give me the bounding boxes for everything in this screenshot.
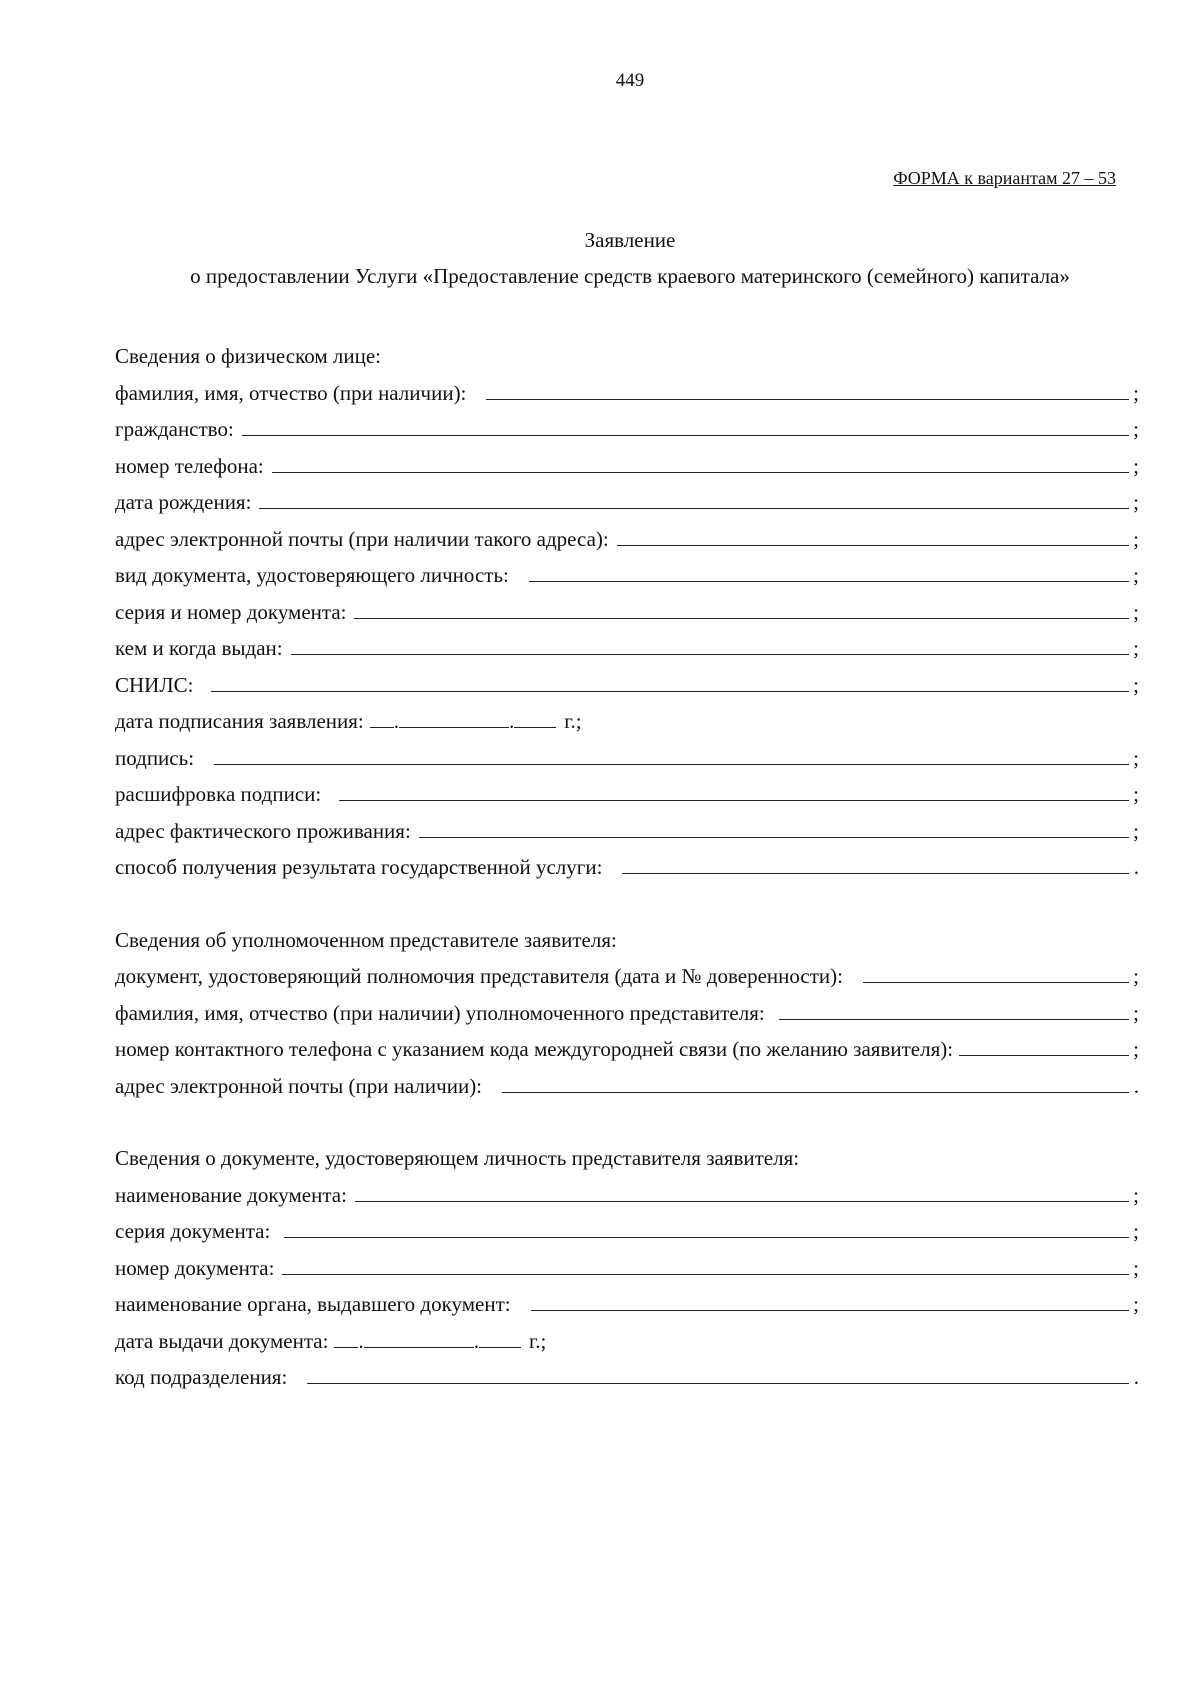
field-rep-phone <box>115 1031 1139 1068</box>
field-label: адрес фактического проживания: <box>115 818 411 843</box>
field-applicant-citizenship <box>115 411 1139 448</box>
month-input-line[interactable] <box>364 1325 474 1348</box>
field-label: фамилия, имя, отчество (при наличии): <box>115 380 467 405</box>
date-separator: . <box>473 1328 479 1353</box>
date-separator: . <box>393 709 399 733</box>
actual-address-input-line[interactable] <box>419 815 1129 838</box>
field-label: номер телефона: <box>115 453 264 478</box>
field-applicant-email <box>115 521 1139 558</box>
field-label: подпись: <box>115 745 195 770</box>
field-applicant-fio <box>115 375 1139 412</box>
field-terminator: ; <box>1133 672 1139 697</box>
field-label: наименование органа, выдавшего документ: <box>115 1292 511 1316</box>
field-label: номер контактного телефона с указанием кода междугородней связи (по желанию заявителя): <box>115 1037 954 1061</box>
field-applicant-sign-date <box>115 703 1139 740</box>
field-terminator: ; <box>1133 1219 1139 1243</box>
date-separator: . <box>358 1328 364 1353</box>
field-label: СНИЛС: <box>115 672 194 697</box>
field-applicant-phone <box>115 448 1139 485</box>
result-method-input-line[interactable] <box>622 851 1129 874</box>
citizenship-input-line[interactable] <box>242 413 1129 436</box>
field-terminator: ; <box>1133 745 1139 770</box>
field-applicant-birthdate <box>115 484 1139 521</box>
field-rep-email <box>115 1068 1139 1105</box>
field-terminator: ; <box>1133 1000 1139 1025</box>
field-applicant-signature-decode <box>115 776 1139 813</box>
document-subtitle: о предоставлении Услуги «Предоставление средств краевого материнского (семейного) капитала» <box>190 264 1070 288</box>
day-input-line[interactable] <box>334 1325 358 1348</box>
snils-input-line[interactable] <box>211 669 1129 692</box>
field-doc-name <box>115 1177 1139 1214</box>
field-issue-date <box>115 1323 1139 1360</box>
field-terminator: . <box>1133 1365 1139 1389</box>
field-applicant-result-method <box>115 849 1139 886</box>
field-terminator: . <box>1133 1073 1139 1098</box>
field-label: номер документа: <box>115 1255 275 1280</box>
field-terminator: . <box>1133 855 1139 879</box>
field-label: способ получения результата государственной услуги: <box>115 855 603 879</box>
field-terminator: ; <box>1133 818 1139 843</box>
fio-input-line[interactable] <box>486 377 1129 400</box>
field-label: фамилия, имя, отчество (при наличии) уполномоченного представителя: <box>115 1000 765 1025</box>
field-label: серия и номер документа: <box>115 599 347 624</box>
field-terminator: ; <box>1133 1182 1139 1207</box>
id-doc-type-input-line[interactable] <box>529 559 1129 582</box>
email-input-line[interactable] <box>617 523 1129 546</box>
field-applicant-signature <box>115 740 1139 777</box>
doc-name-input-line[interactable] <box>355 1179 1129 1202</box>
field-rep-authority-doc <box>115 958 1139 995</box>
field-label: кем и когда выдан: <box>115 636 283 660</box>
field-terminator: ; <box>1133 636 1139 660</box>
field-issuing-body <box>115 1286 1139 1323</box>
field-applicant-snils <box>115 667 1139 704</box>
issued-by-input-line[interactable] <box>291 632 1129 655</box>
field-terminator: ; <box>1133 490 1139 514</box>
field-label: дата рождения: <box>115 490 252 514</box>
field-division-code <box>115 1359 1139 1396</box>
page-number: 449 <box>615 70 645 91</box>
field-label: расшифровка подписи: <box>115 782 322 806</box>
issuing-body-input-line[interactable] <box>531 1288 1129 1311</box>
doc-series-number-input-line[interactable] <box>354 596 1129 619</box>
field-applicant-actual-address <box>115 813 1139 850</box>
field-label: гражданство: <box>115 417 234 441</box>
field-label: адрес электронной почты (при наличии такого адреса): <box>115 526 609 551</box>
field-label: дата выдачи документа: <box>115 1328 329 1353</box>
field-terminator: ; <box>1133 1255 1139 1280</box>
year-input-line[interactable] <box>479 1325 521 1348</box>
field-terminator: ; <box>1133 599 1139 624</box>
field-doc-number <box>115 1250 1139 1287</box>
year-input-line[interactable] <box>514 705 556 728</box>
signature-decode-input-line[interactable] <box>339 778 1129 801</box>
authority-doc-input-line[interactable] <box>863 960 1129 983</box>
rep-email-input-line[interactable] <box>502 1070 1129 1093</box>
month-input-line[interactable] <box>399 705 509 728</box>
field-terminator: ; <box>1133 1037 1139 1061</box>
field-applicant-doc-series-number <box>115 594 1139 631</box>
phone-input-line[interactable] <box>272 450 1129 473</box>
section-heading-rep-id-doc: Сведения о документе, удостоверяющем личность представителя заявителя: <box>115 1146 800 1170</box>
form-reference: ФОРМА к вариантам 27 – 53 <box>893 168 1116 188</box>
field-terminator: ; <box>1133 782 1139 806</box>
field-label: документ, удостоверяющий полномочия представителя (дата и № доверенности): <box>115 964 843 988</box>
document-title: Заявление <box>584 228 676 252</box>
field-terminator: ; <box>1133 964 1139 988</box>
section-heading-applicant: Сведения о физическом лице: <box>115 344 381 368</box>
signature-input-line[interactable] <box>214 742 1129 765</box>
application-form <box>115 338 1139 1396</box>
field-rep-fio <box>115 995 1139 1032</box>
field-terminator: ; <box>1133 453 1139 478</box>
field-label: код подразделения: <box>115 1365 288 1389</box>
field-terminator: ; <box>1133 526 1139 551</box>
field-label: адрес электронной почты (при наличии): <box>115 1073 483 1098</box>
year-suffix: г.; <box>564 709 582 733</box>
doc-series-input-line[interactable] <box>284 1215 1129 1238</box>
field-label: вид документа, удостоверяющего личность: <box>115 563 509 587</box>
birthdate-input-line[interactable] <box>259 486 1129 509</box>
date-separator: . <box>508 709 515 733</box>
year-suffix: г.; <box>528 1328 547 1353</box>
field-applicant-issued-by <box>115 630 1139 667</box>
field-label: наименование документа: <box>115 1182 347 1207</box>
field-terminator: ; <box>1133 417 1139 441</box>
field-doc-series <box>115 1213 1139 1250</box>
rep-phone-input-line[interactable] <box>959 1033 1129 1056</box>
doc-number-input-line[interactable] <box>282 1252 1129 1275</box>
section-heading-representative: Сведения об уполномоченном представителе заявителя: <box>115 927 617 952</box>
field-terminator: ; <box>1133 1292 1139 1316</box>
rep-fio-input-line[interactable] <box>779 997 1129 1020</box>
field-label: серия документа: <box>115 1219 271 1243</box>
field-terminator: ; <box>1133 380 1139 405</box>
field-label: дата подписания заявления: <box>115 709 364 733</box>
day-input-line[interactable] <box>370 705 394 728</box>
field-terminator: ; <box>1133 563 1139 587</box>
division-code-input-line[interactable] <box>307 1361 1129 1384</box>
field-applicant-id-doc-type <box>115 557 1139 594</box>
